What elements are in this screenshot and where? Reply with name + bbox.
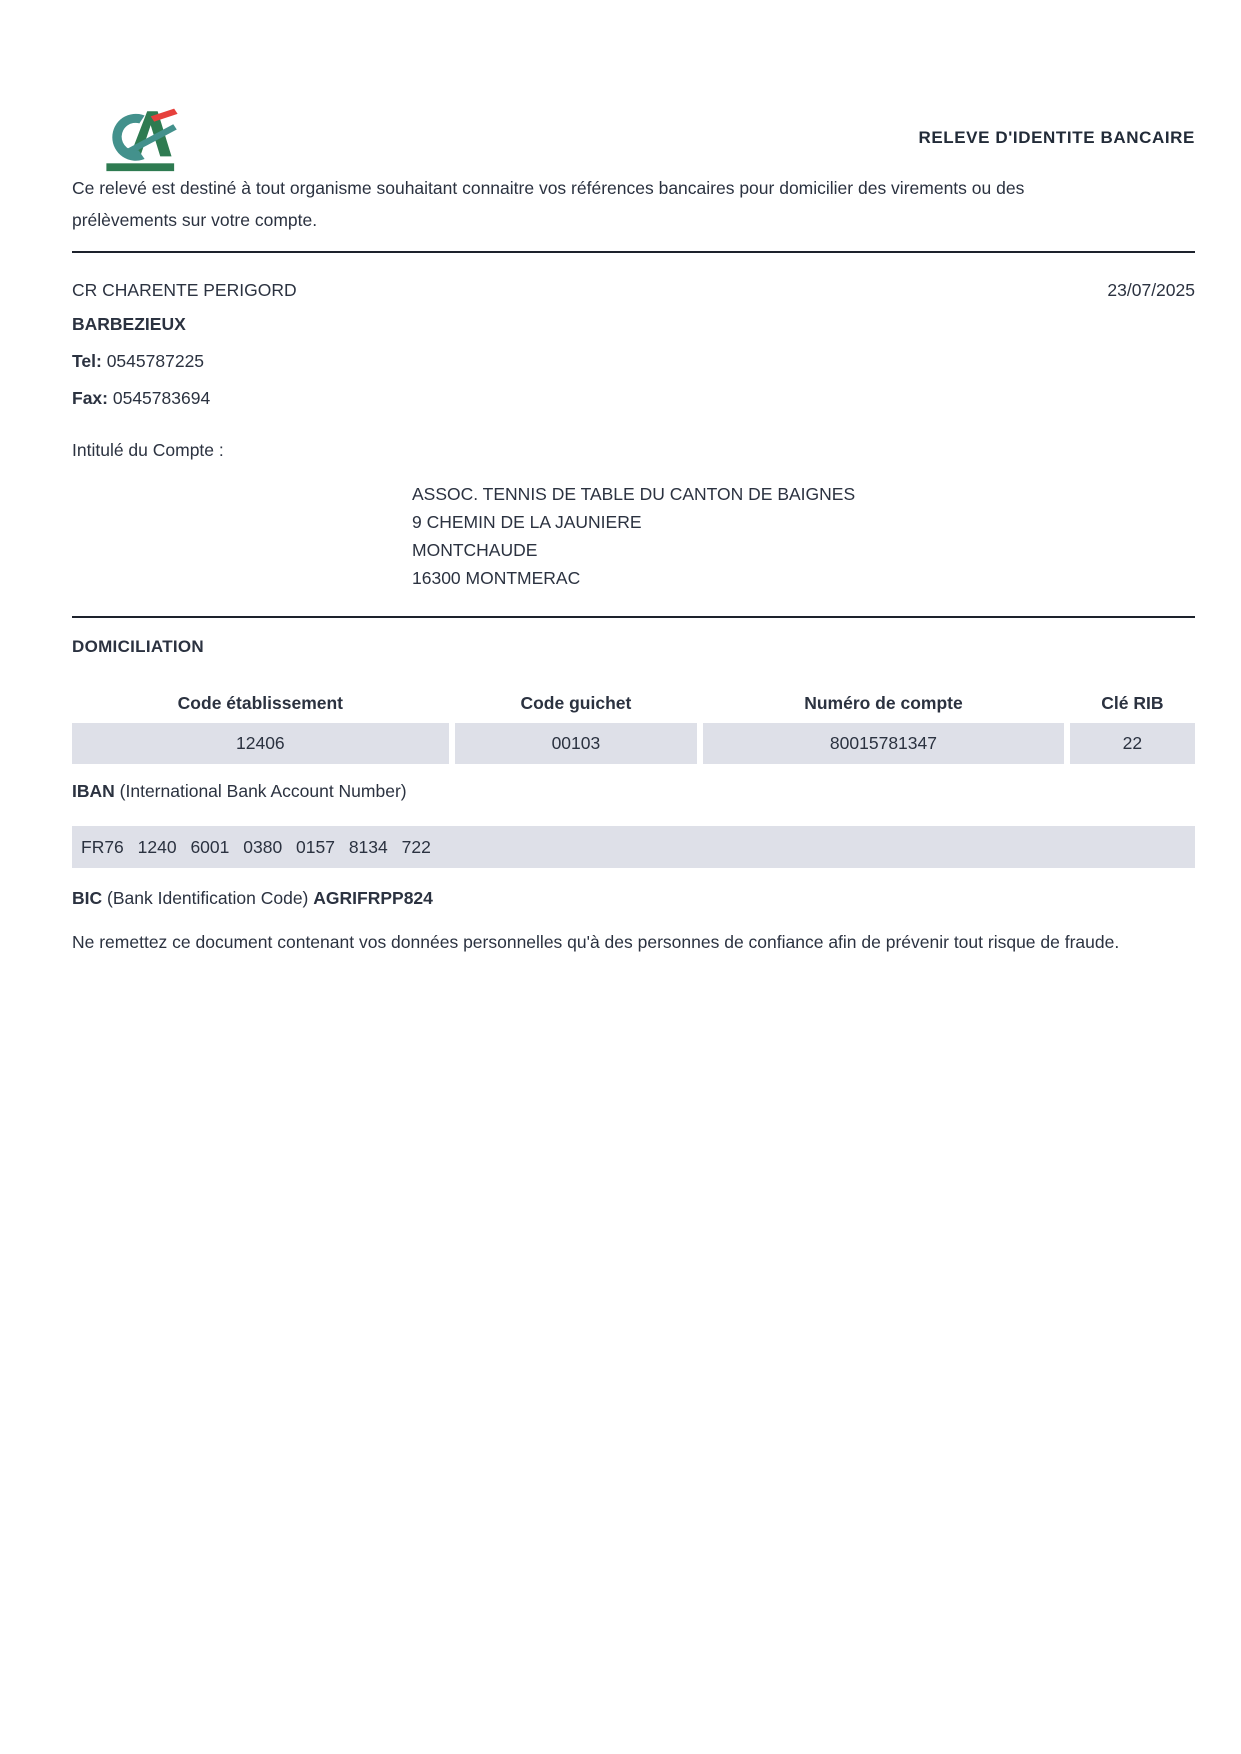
fax-line (72, 388, 1195, 409)
divider-domiciliation (72, 616, 1195, 618)
address-line: 16300 MONTMERAC (412, 567, 581, 588)
header-code-etablissement: Code établissement (177, 692, 343, 713)
value-numero-compte: 80015781347 (703, 723, 1064, 764)
address-line: ASSOC. TENNIS DE TABLE DU CANTON DE BAIGNES (412, 483, 856, 504)
iban-label-bold: IBAN (72, 780, 115, 801)
tel-value: 0545787225 (106, 350, 205, 371)
domiciliation-title: DOMICILIATION (72, 636, 205, 656)
document-date: 23/07/2025 (1107, 279, 1195, 300)
bic-line (72, 888, 1195, 909)
document-header (72, 0, 1195, 172)
agency-name: CR CHARENTE PERIGORD (72, 279, 297, 300)
iban-label-rest: (International Bank Account Number) (119, 780, 407, 801)
address-line: 9 CHEMIN DE LA JAUNIERE (412, 511, 642, 532)
rib-table-header-row (72, 693, 1195, 714)
intro-text: Ce relevé est destiné à tout organisme souhaitant connaitre vos références bancaires pour domicilier des virements ou des prélèvements sur votre compte. (72, 178, 1025, 231)
iban-value: FR76 1240 6001 0380 0157 8134 722 (72, 826, 1195, 868)
credit-agricole-logo (98, 106, 186, 172)
ca-logo-icon (98, 106, 186, 172)
bic-label-bold: BIC (72, 887, 103, 908)
value-code-guichet: 00103 (455, 723, 697, 764)
bic-label-rest: (Bank Identification Code) (107, 887, 309, 908)
header-code-guichet: Code guichet (520, 692, 632, 713)
account-holder-address (412, 480, 1195, 592)
header-cle-rib: Clé RIB (1101, 692, 1164, 713)
account-holder-label: Intitulé du Compte : (72, 439, 224, 460)
document-title: RELEVE D'IDENTITE BANCAIRE (918, 128, 1195, 147)
bic-value: AGRIFRPP824 (313, 887, 433, 908)
address-line: MONTCHAUDE (412, 539, 538, 560)
value-cle-rib: 22 (1070, 723, 1195, 764)
rib-table-value-row (72, 723, 1195, 764)
fax-label: Fax: (72, 387, 108, 408)
fax-value: 0545783694 (112, 387, 211, 408)
tel-label: Tel: (72, 350, 102, 371)
divider-top (72, 251, 1195, 253)
tel-line (72, 351, 1195, 372)
value-code-etablissement: 12406 (72, 723, 449, 764)
header-numero-compte: Numéro de compte (804, 692, 963, 713)
agency-city: BARBEZIEUX (72, 313, 186, 334)
iban-label (72, 781, 1195, 802)
agency-row (72, 280, 1195, 301)
fraud-warning-text: Ne remettez ce document contenant vos données personnelles qu'à des personnes de confiance afin de prévenir tout risque de fraude. (72, 931, 1120, 952)
